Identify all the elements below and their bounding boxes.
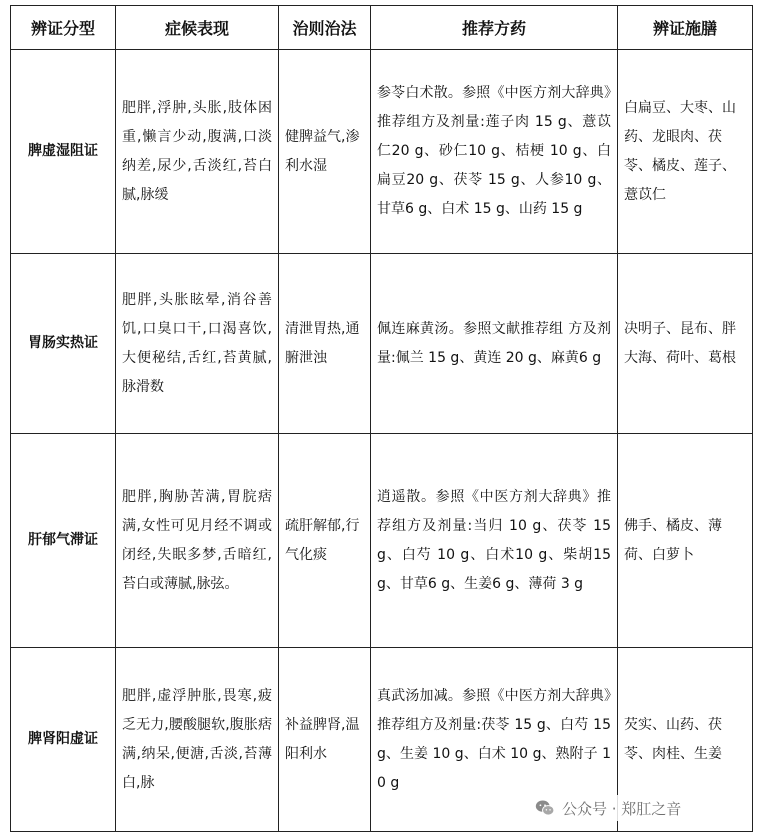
cell-treatment-principle: 健脾益气,渗利水湿 <box>279 50 371 254</box>
cell-syndrome-type: 胃肠实热证 <box>11 254 116 434</box>
header-dietary-therapy: 辨证施膳 <box>618 6 753 50</box>
cell-treatment-principle: 疏肝解郁,行气化痰 <box>279 434 371 648</box>
header-recommended-prescription: 推荐方药 <box>371 6 618 50</box>
header-treatment-principle: 治则治法 <box>279 6 371 50</box>
cell-treatment-principle: 补益脾肾,温阳利水 <box>279 648 371 832</box>
cell-prescription: 逍遥散。参照《中医方剂大辞典》推荐组方及剂量:当归 10 g、茯苓 15 g、白芍 10 g、白术10 g、柴胡15 g、甘草6 g、生姜6 g、薄荷 3 g <box>371 434 618 648</box>
cell-symptoms: 肥胖,浮肿,头胀,肢体困重,懒言少动,腹满,口淡纳差,尿少,舌淡红,苔白腻,脉缓 <box>116 50 279 254</box>
cell-prescription: 真武汤加减。参照《中医方剂大辞典》推荐组方及剂量:茯苓 15 g、白芍 15 g、生姜 10 g、白术 10 g、熟附子 10 g <box>371 648 618 832</box>
cell-symptoms: 肥胖,胸胁苦满,胃脘痞满,女性可见月经不调或闭经,失眠多梦,舌暗红,苔白或薄腻,脉弦。 <box>116 434 279 648</box>
syndrome-table <box>10 5 753 832</box>
table-row <box>11 254 753 434</box>
cell-diet: 芡实、山药、茯苓、肉桂、生姜 <box>618 648 753 832</box>
cell-prescription: 佩连麻黄汤。参照文献推荐组 方及剂量:佩兰 15 g、黄连 20 g、麻黄6 g <box>371 254 618 434</box>
table-row <box>11 434 753 648</box>
watermark <box>530 795 685 821</box>
table-row <box>11 50 753 254</box>
cell-diet: 白扁豆、大枣、山药、龙眼肉、茯苓、橘皮、莲子、薏苡仁 <box>618 50 753 254</box>
cell-syndrome-type: 肝郁气滞证 <box>11 434 116 648</box>
cell-syndrome-type: 脾虚湿阻证 <box>11 50 116 254</box>
cell-diet: 决明子、昆布、胖大海、荷叶、葛根 <box>618 254 753 434</box>
header-symptoms: 症候表现 <box>116 6 279 50</box>
wechat-icon <box>534 797 556 819</box>
cell-prescription: 参苓白术散。参照《中医方剂大辞典》推荐组方及剂量:莲子肉 15 g、薏苡仁20 g、砂仁10 g、桔梗 10 g、白扁豆20 g、茯苓 15 g、人参10 g、甘草6 g、白术 15 g、山药 15 g <box>371 50 618 254</box>
table-header-row <box>11 6 753 50</box>
cell-diet: 佛手、橘皮、薄荷、白萝卜 <box>618 434 753 648</box>
watermark-text: 公众号 · 郑肛之音 <box>562 799 682 818</box>
cell-symptoms: 肥胖,虚浮肿胀,畏寒,疲乏无力,腰酸腿软,腹胀痞满,纳呆,便溏,舌淡,苔薄白,脉 <box>116 648 279 832</box>
cell-symptoms: 肥胖,头胀眩晕,消谷善饥,口臭口干,口渴喜饮,大便秘结,舌红,苔黄腻,脉滑数 <box>116 254 279 434</box>
cell-treatment-principle: 清泄胃热,通腑泄浊 <box>279 254 371 434</box>
cell-syndrome-type: 脾肾阳虚证 <box>11 648 116 832</box>
header-syndrome-type: 辨证分型 <box>11 6 116 50</box>
